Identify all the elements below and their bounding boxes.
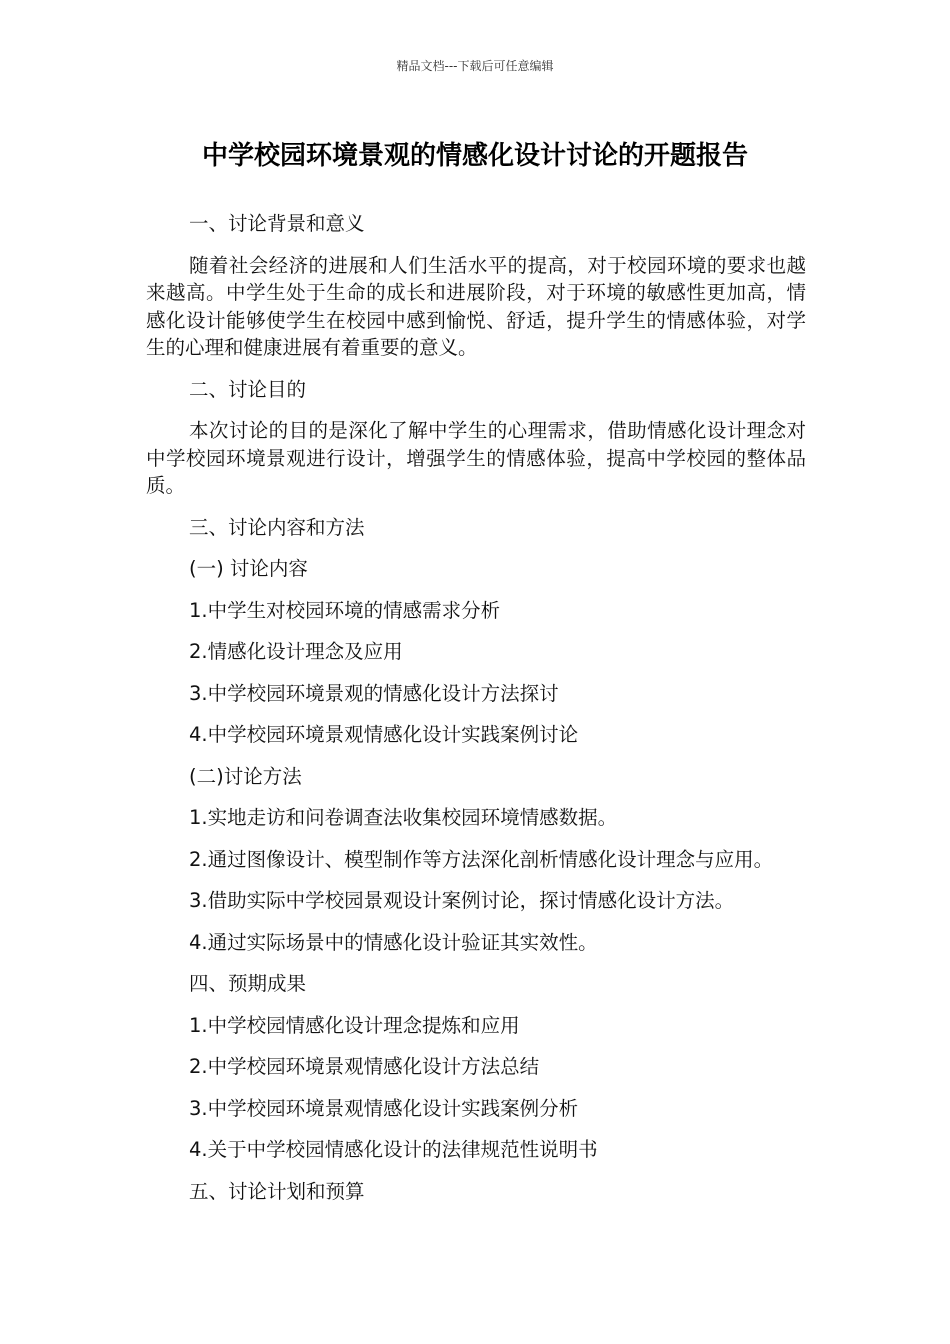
list-item: 1.中学校园情感化设计理念提炼和应用 [189,1013,520,1037]
section-heading-plan-budget: 五、讨论计划和预算 [189,1179,365,1203]
list-item: 1.实地走访和问卷调查法收集校园环境情感数据。 [189,806,618,829]
paragraph-background: 随着社会经济的进展和人们生活水平的提高，对于校园环境的要求也越来越高。中学生处于生命的成长和进展阶段，对于环境的敏感性更加高，情感化设计能够使学生在校园中感到愉悦、舒适，提升学生的情感体验，对学生的心理和健康进展有着重要的意义。 [146,253,806,359]
document-body [146,210,806,1219]
header-note: 精品文档---下载后可任意编辑 [396,59,554,73]
list-item: 2.通过图像设计、模型制作等方法深化剖析情感化设计理念与应用。 [189,847,774,871]
list-item: 4.通过实际场景中的情感化设计验证其实效性。 [189,930,598,954]
list-item: 3.中学校园环境景观的情感化设计方法探讨 [189,681,559,705]
document-title: 中学校园环境景观的情感化设计讨论的开题报告 [201,141,748,171]
list-item: 2.中学校园环境景观情感化设计方法总结 [189,1055,540,1078]
list-item: 3.借助实际中学校园景观设计案例讨论，探讨情感化设计方法。 [189,889,735,912]
subheading-methods: (二)讨论方法 [189,764,302,788]
section-heading-purpose: 二、讨论目的 [189,377,307,401]
section-heading-content-methods: 三、讨论内容和方法 [189,515,365,539]
list-item: 2.情感化设计理念及应用 [189,640,403,663]
paragraph-purpose: 本次讨论的目的是深化了解中学生的心理需求，借助情感化设计理念对中学校园环境景观进行设计，增强学生的情感体验，提高中学校园的整体品质。 [146,419,806,497]
list-item: 3.中学校园环境景观情感化设计实践案例分析 [189,1096,579,1120]
section-heading-background: 一、讨论背景和意义 [189,212,365,235]
list-item: 4.关于中学校园情感化设计的法律规范性说明书 [189,1138,598,1161]
list-item: 4.中学校园环境景观情感化设计实践案例讨论 [189,723,579,746]
list-item: 1.中学生对校园环境的情感需求分析 [189,598,501,622]
subheading-content: (一) 讨论内容 [189,557,308,580]
section-heading-expected-results: 四、预期成果 [189,972,307,995]
